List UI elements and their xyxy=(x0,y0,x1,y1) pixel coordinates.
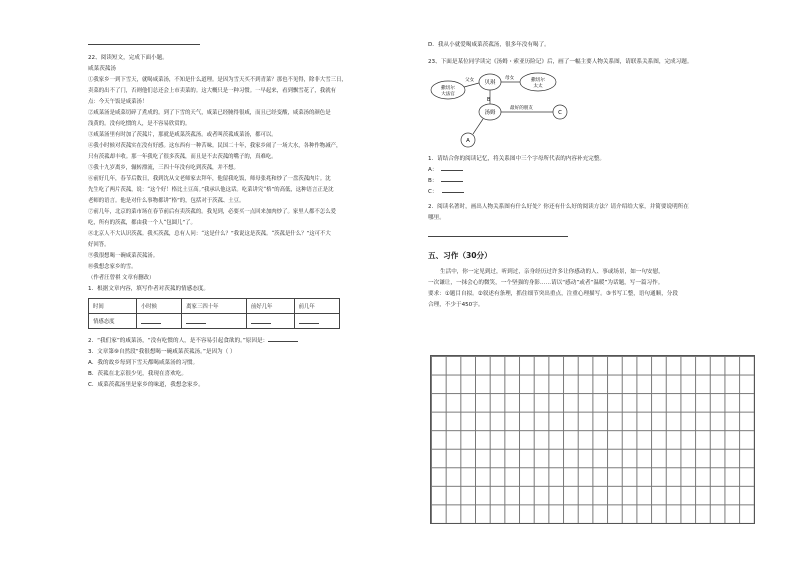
essay-requirements-line: 要求：①题目自拟。②叙述有条理，抓住细节突出重点，注重心理描写。③书写工整，语句通顺，分段 xyxy=(428,291,678,297)
edge-label-best-friend: 最好的朋友 xyxy=(510,106,533,111)
right-column xyxy=(428,40,748,311)
question-3: 3．文章第⑨自然段“我很想喝一碗咸菜茨菰汤。”是因为（ ） xyxy=(88,349,236,355)
passage-line: 卖菜的出不了门，否则他们总还会上市卖菜的。这大概只是一种习惯。一早起来，看到飘雪花了，我就有 xyxy=(88,88,336,94)
option-b: B．茨菰在北京很少见，我现在喜欢吃。 xyxy=(88,371,187,377)
answer-b xyxy=(428,176,748,187)
edge-judge-becky xyxy=(464,83,479,87)
question-2-blank[interactable] xyxy=(268,335,298,342)
passage-line: 吃，所有的茨菰，都由我一个人“包圆儿”了。 xyxy=(88,220,196,226)
table-header: 前几年 xyxy=(294,299,339,314)
question-22-title: 22、阅读短文，完成下面小题。 xyxy=(88,55,168,61)
question-23-2-line2: 哪里。 xyxy=(428,215,445,221)
top-divider xyxy=(88,44,200,45)
question-23-title: 23、下面是某位同学读完《汤姆・索亚历险记》后，画了一幅主要人物关系图，请联系关系图，完成习题。 xyxy=(428,59,693,65)
table-row xyxy=(89,314,340,329)
table-row xyxy=(89,299,340,314)
node-mrs-label-2: 太太 xyxy=(533,84,543,89)
passage-line: 浅黄的。没有吃惯的人，是不容易欣赏的。 xyxy=(88,121,191,127)
edge-label-mother-daughter: 母女 xyxy=(505,76,515,81)
option-d: D．我从小就爱喝咸菜茨菰汤，很多年没有喝了。 xyxy=(428,42,550,48)
node-judge-label-2: 大法官 xyxy=(441,92,455,97)
passage-line: ⑥前好几年，春节后数日，我到沈从文老师家去拜年，他留我吃饭，师母张兆和炒了一盘茨菰肉片。沈 xyxy=(88,176,331,182)
passage-line: 好回答。 xyxy=(88,242,110,248)
passage-line: 先生吃了两片茨菰，说：“这个好！格比土豆高。”我承认他这话。吃菜讲究“格”的高低，这种语言正是沈 xyxy=(88,187,334,193)
answer-c xyxy=(428,187,748,198)
passage-line: ⑨我很想喝一碗咸菜茨菰汤。 xyxy=(88,253,159,259)
node-judge-label-1: 撒切尔 xyxy=(441,86,455,91)
node-a-label: A xyxy=(466,138,470,144)
composition-grid[interactable] xyxy=(430,355,755,524)
essay-prompt-line: 生活中，你一定见到过，听到过，亲身经历过许多让你感动的人、事或场景，如一句安慰， xyxy=(440,269,664,275)
question-2 xyxy=(88,335,408,347)
passage-source: （作者汪曾祺 文章有删改） xyxy=(88,275,155,281)
node-b-label: B xyxy=(487,97,491,103)
answer-b-blank[interactable] xyxy=(441,181,463,182)
passage-line: 点：今天午饭是咸菜汤！ xyxy=(88,99,148,105)
passage-line: ②咸菜汤是咸菜切碎了煮成的。到了下雪的天气，咸菜已经腌得很咸，而且已经变酸，咸菜汤的颜色是 xyxy=(88,110,331,116)
answer-a xyxy=(428,165,748,176)
question-23-2-line1: 2．阅读名著时，画出人物关系图有什么好处？你还有什么好的阅读方法？请介绍给大家，并简要说明所在 xyxy=(428,204,689,210)
answer-a-label: A： xyxy=(428,167,438,173)
answer-c-blank[interactable] xyxy=(442,192,464,193)
table-row-label: 情感态度 xyxy=(89,314,137,329)
character-relationship-diagram xyxy=(428,70,578,148)
option-c: C．咸菜茨菰汤里是家乡的味道，我想念家乡。 xyxy=(88,382,204,388)
edge-label-father-daughter: 父女 xyxy=(465,78,475,83)
table-header: 前好几年 xyxy=(246,299,294,314)
answer-cell[interactable] xyxy=(136,314,181,329)
passage-title: 咸菜茨菰汤 xyxy=(88,66,116,72)
passage-line: ④我小时候对茨菰实在没有好感。这东西有一种苦味。民国二十年，我家乡闹了一场大水，各种作物减产， xyxy=(88,143,342,149)
section-5-title: 五、习作（30分） xyxy=(428,251,492,260)
table-header: 时间 xyxy=(89,299,137,314)
answer-rule[interactable] xyxy=(428,236,568,237)
essay-prompt-line: 一次谦让，一抹会心的微笑，一个坚强的身影……请以“感动”或者“温暖”为话题，写一篇习作。 xyxy=(428,280,664,286)
node-mrs-label-1: 撒切尔 xyxy=(531,78,545,83)
passage-line: 只有茨菰却丰收。那一年我吃了很多茨菰，而且是不去茨菰的嘴子的，真难吃。 xyxy=(88,154,277,160)
emotion-table xyxy=(88,298,340,329)
node-c-label: C xyxy=(558,110,562,116)
edge-tom-a xyxy=(473,119,483,134)
passage-body xyxy=(88,75,408,284)
question-1: 1．根据文章内容，填写作者对茨菰的情感态度。 xyxy=(88,286,210,292)
option-a: A．我的故乡每到下雪天都喝咸菜汤的习惯。 xyxy=(88,360,199,366)
passage-line: ⑩我想念家乡的雪。 xyxy=(88,264,137,270)
answer-cell[interactable] xyxy=(246,314,294,329)
essay-requirements-line: 合理，不少于450字。 xyxy=(428,302,484,308)
node-becky-label: 贝琪 xyxy=(484,80,496,86)
answer-cell[interactable] xyxy=(294,314,339,329)
left-column xyxy=(88,40,408,391)
answer-a-blank[interactable] xyxy=(441,170,463,171)
table-header: 小时候 xyxy=(136,299,181,314)
passage-line: ①我家乡一到下雪天，就喝咸菜汤，不知是什么道理。是因为雪天买不到青菜？那也不见得，除非大雪三日， xyxy=(88,77,347,83)
answer-cell[interactable] xyxy=(182,314,247,329)
node-tom-label: 汤姆 xyxy=(484,110,496,116)
passage-line: ⑦前几年，北京的菜市场在春节前后有卖茨菰的。我见到，必要买一点回来加肉炒了。家里人都不怎么爱 xyxy=(88,209,336,215)
question-23-1: 1．请结合你的阅读记忆，将关系图中三个字母所代表的内容补充完整。 xyxy=(428,156,605,162)
passage-line: ⑧北京人不大认识茨菰。我买茨菰，总有人问：“这是什么？”我说这是茨菰。“茨菰是什么？”这可不大 xyxy=(88,231,331,237)
answer-b-label: B： xyxy=(428,178,438,184)
passage-line: 老师的语言。他是对什么事物都讲“格”的，包括对于茨菰、土豆。 xyxy=(88,198,245,204)
question-2-text: 2．“我们家”的咸菜汤，“没有吃惯的人，是不容易引起食欲的。”原因是： xyxy=(88,338,269,344)
table-header: 离家三四十年 xyxy=(182,299,247,314)
passage-line: ③咸菜汤里有时加了茨菰片，那就是咸菜茨菰汤。或者叫茨菰咸菜汤，都可以。 xyxy=(88,132,277,138)
answer-c-label: C： xyxy=(428,189,438,195)
passage-line: ⑤我十九岁离乡，辗转漂流，三四十年没有吃到茨菰，并不想。 xyxy=(88,165,239,171)
